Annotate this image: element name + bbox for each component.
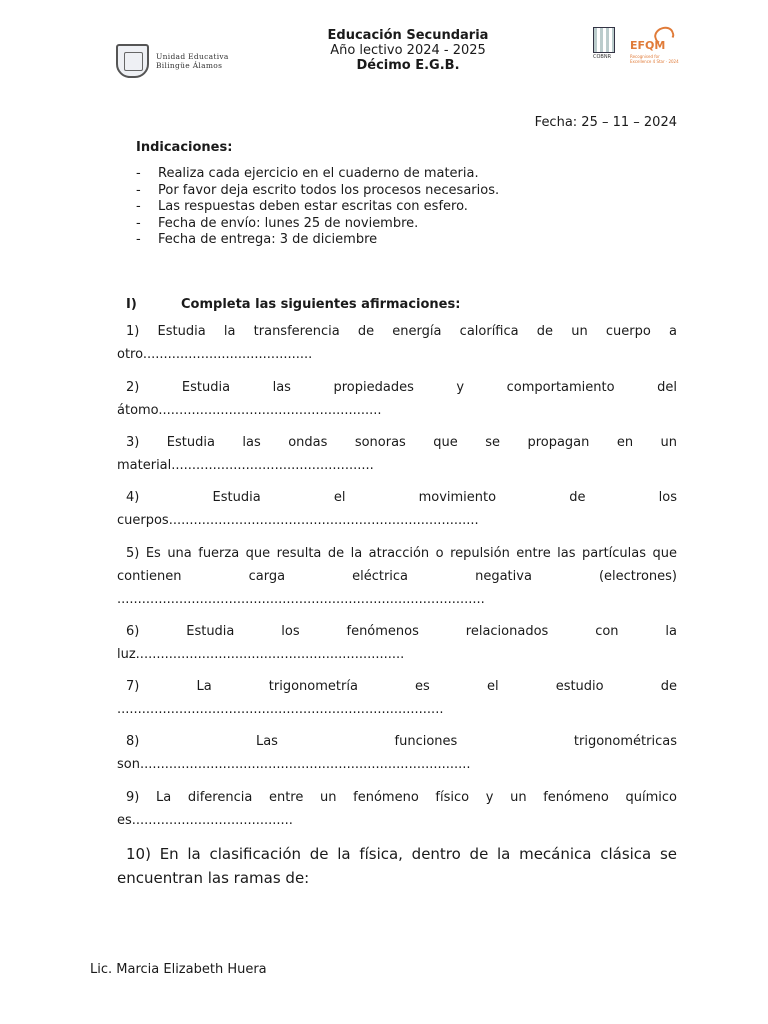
question-5: 5) Es una fuerza que resulta de la atracción o repulsión entre las partículas que contienen carga eléctrica negativa (electrones) ......................................................................................... (117, 546, 677, 607)
list-item: - Fecha de envío: lunes 25 de noviembre. (136, 215, 419, 231)
question-7: 7) La trigonometría es el estudio de ............................................................................... (117, 679, 677, 717)
list-item: - Por favor deja escrito todos los procesos necesarios. (136, 182, 500, 198)
list-item: - Realiza cada ejercicio en el cuaderno de materia. (136, 166, 479, 181)
header-grade: Décimo E.G.B. (356, 58, 460, 73)
question-10: 10) En la clasificación de la física, dentro de la mecánica clásica se encuentran las ramas de: (117, 845, 677, 887)
section-title (126, 297, 460, 312)
instructions-list (136, 166, 499, 249)
list-item: - Las respuestas deben estar escritas con esfero. (136, 199, 468, 214)
school-name: Unidad Educativa Bilingüe Álamos (156, 52, 229, 70)
cobnr-emblem-icon (593, 27, 615, 53)
section-number: I) (126, 297, 137, 312)
question-1: 1) Estudia la transferencia de energía calorífica de un cuerpo a otro......................................... (117, 324, 677, 362)
instructions-title: Indicaciones: (136, 140, 233, 155)
question-9: 9) La diferencia entre un fenómeno físico y un fenómeno químico es....................................... (117, 790, 677, 828)
cobnr-logo: COBNR (593, 27, 619, 62)
teacher-signature: Lic. Marcia Elizabeth Huera (90, 962, 267, 977)
header-title: Educación Secundaria (327, 28, 489, 43)
list-item: - Fecha de entrega: 3 de diciembre (136, 232, 378, 247)
document-date: Fecha: 25 – 11 – 2024 (534, 115, 677, 130)
question-4: 4) Estudia el movimiento de los cuerpos........................................................................... (117, 490, 677, 528)
header-year: Año lectivo 2024 - 2025 (330, 43, 486, 58)
section-heading: Completa las siguientes afirmaciones: (181, 297, 461, 312)
question-6: 6) Estudia los fenómenos relacionados con la luz................................................................. (117, 624, 677, 662)
question-2: 2) Estudia las propiedades y comportamiento del átomo...................................................... (117, 380, 677, 418)
question-8: 8) Las funciones trigonométricas son................................................................................ (117, 734, 677, 772)
efqm-logo: EFQM Recognised for Excellence 4 Star · 2024 (630, 27, 680, 65)
question-3: 3) Estudia las ondas sonoras que se propagan en un material................................................. (117, 435, 677, 473)
